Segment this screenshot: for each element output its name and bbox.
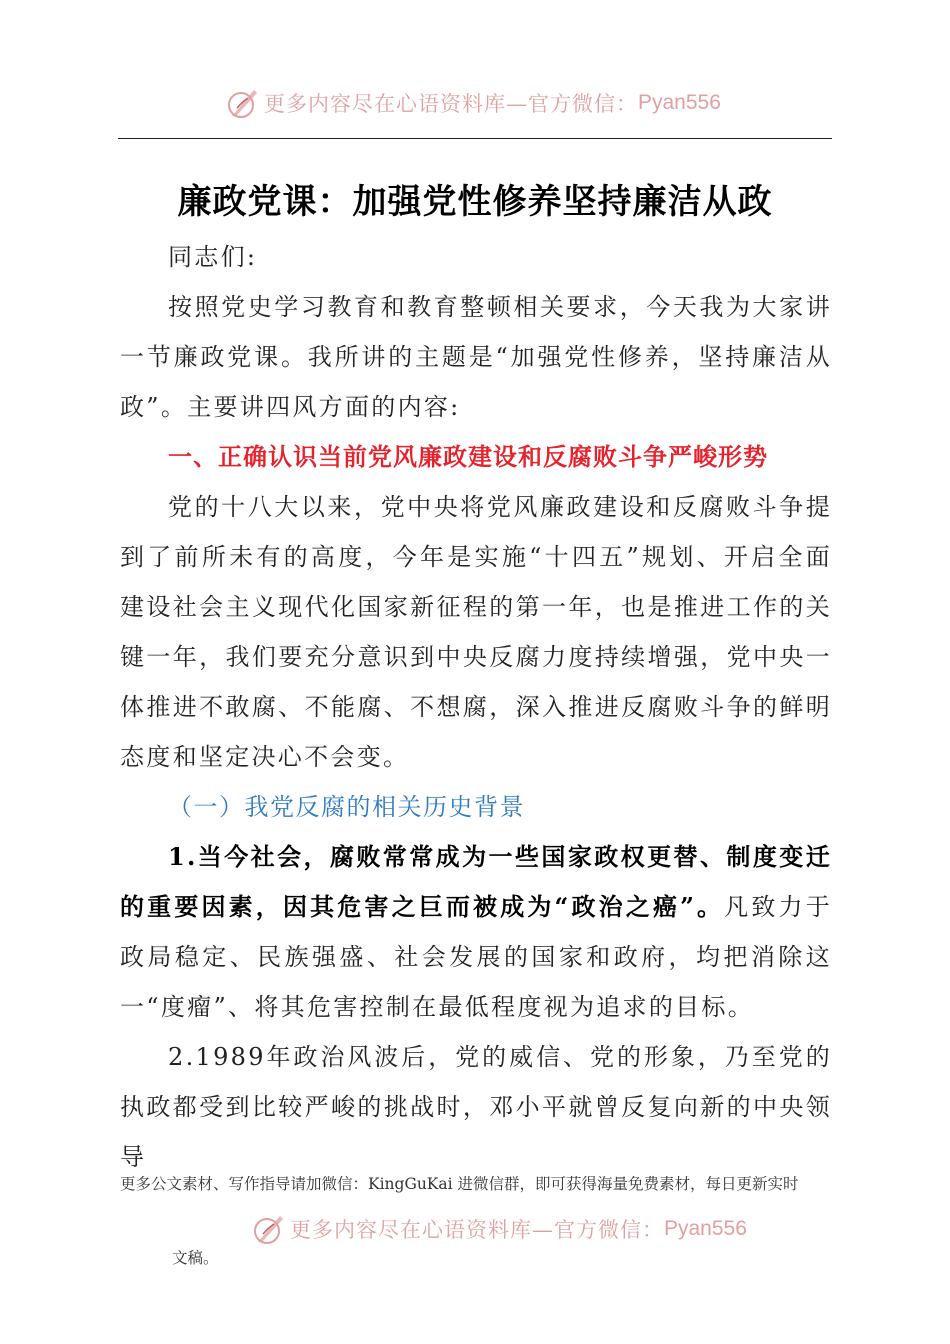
footer-note: 更多公文素材、写作指导请加微信：KingGuKai 进微信群，即可获得海量免费素材，每日更新实时 bbox=[120, 1175, 799, 1193]
footer-note-continued: 文稿。 bbox=[172, 1249, 219, 1267]
document-body bbox=[120, 232, 832, 1182]
watermark-text: 更多内容尽在心语资料库—官方微信： bbox=[264, 92, 638, 116]
subsection-heading: （一）我党反腐的相关历史背景 bbox=[168, 793, 525, 821]
quill-logo-icon bbox=[226, 86, 260, 120]
section-paragraph: 党的十八大以来，党中央将党风廉政建设和反腐败斗争提到了前所未有的高度，今年是实施“十四五”规划、开启全面建设社会主义现代化国家新征程的第一年，也是推进工作的关键一年，我们要充分意识到中央反腐力度持续增强，党中央一体推进不敢腐、不能腐、不想腐，深入推进反腐败斗争的鲜明态度和坚定决心不会变。 bbox=[120, 493, 832, 771]
item-1-paragraph bbox=[120, 832, 832, 1032]
greeting: 同志们: bbox=[168, 243, 258, 271]
section-heading: 一、正确认识当前党风廉政建设和反腐败斗争严峻形势 bbox=[168, 443, 768, 471]
item-1-bold-lead: 1.当今社会，腐败常常成为一些国家政权更替、制度变迁的重要因素，因其危害之巨而被成为“政治之癌”。 bbox=[120, 842, 832, 921]
quill-logo-icon bbox=[252, 1212, 286, 1246]
document-title: 廉政党课：加强党性修养坚持廉洁从政 bbox=[177, 182, 773, 222]
item-2-paragraph: 2.1989年政治风波后，党的威信、党的形象，乃至党的执政都受到比较严峻的挑战时，邓小平就曾反复向新的中央领导 bbox=[120, 1043, 832, 1171]
watermark-wechat-id: Pyan556 bbox=[638, 91, 721, 114]
watermark-text: 更多内容尽在心语资料库—官方微信： bbox=[290, 1218, 664, 1242]
header-rule bbox=[118, 138, 832, 139]
intro-paragraph: 按照党史学习教育和教育整顿相关要求，今天我为大家讲一节廉政党课。我所讲的主题是“加强党性修养，坚持廉洁从政”。主要讲四风方面的内容: bbox=[120, 293, 832, 421]
item-1-rest: 凡致力于政局稳定、民族强盛、社会发展的国家和政府，均把消除这一“度瘤”、将其危害控制在最低程度视为追求的目标。 bbox=[120, 893, 832, 1021]
footer-watermark bbox=[252, 1212, 747, 1246]
watermark-wechat-id: Pyan556 bbox=[664, 1217, 747, 1240]
header-watermark bbox=[226, 86, 721, 120]
